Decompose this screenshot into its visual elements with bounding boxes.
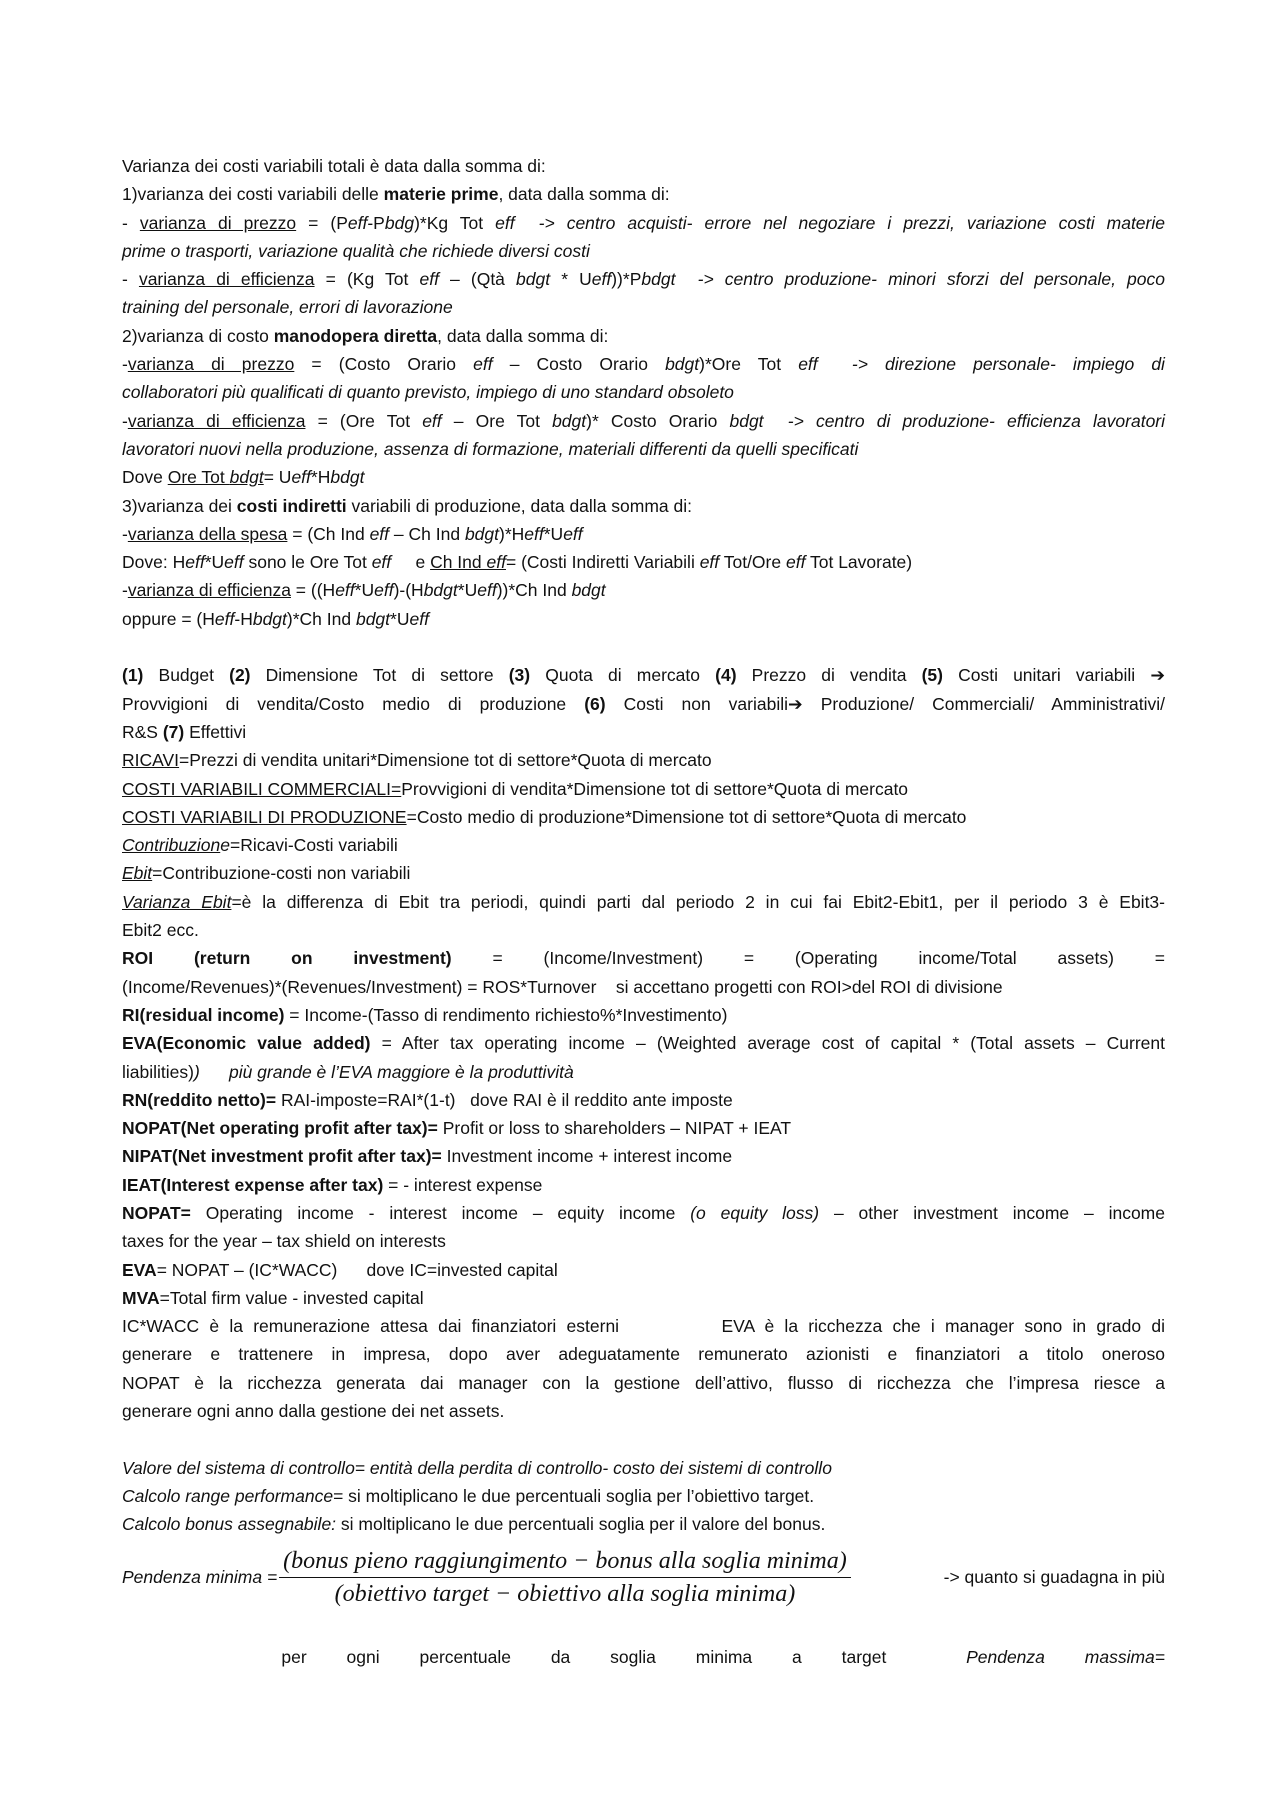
doc-line: IEAT(Interest expense after tax) = - interest expense <box>122 1174 543 1195</box>
doc-line: Provvigioni di vendita/Costo medio di produzione (6) Costi non variabili➔ Produzione/ Commerciali/ Amministrativi/ <box>122 693 1165 714</box>
doc-line: taxes for the year – tax shield on interests <box>122 1231 446 1252</box>
doc-line: -varianza di prezzo = (Costo Orario eff – Costo Orario bdgt)*Ore Tot eff -> direzione personale- impiego di <box>122 354 1165 375</box>
doc-line: 1)varianza dei costi variabili delle materie prime, data dalla somma di: <box>122 184 670 205</box>
doc-line: oppure = (Heff-Hbdgt)*Ch Ind bdgt*Ueff <box>122 608 429 629</box>
doc-line: Dove Ore Tot bdgt= Ueff*Hbdgt <box>122 467 365 488</box>
doc-line: EVA(Economic value added) = After tax operating income – (Weighted average cost of capital * (Total assets – Current <box>122 1033 1165 1054</box>
doc-line: COSTI VARIABILI DI PRODUZIONE=Costo medio di produzione*Dimensione tot di settore*Quota di mercato <box>122 806 967 827</box>
doc-line: -varianza di efficienza = (Ore Tot eff – Ore Tot bdgt)* Costo Orario bdgt -> centro di produzione- efficienza lavoratori <box>122 410 1166 431</box>
doc-line: -varianza di efficienza = ((Heff*Ueff)-(Hbdgt*Ueff))*Ch Ind bdgt <box>122 580 606 601</box>
doc-line: MVA=Total firm value - invested capital <box>122 1287 424 1308</box>
document-page <box>122 152 1165 1699</box>
doc-line: generare e trattenere in impresa, dopo aver adeguatamente remunerato azionisti e finanziatori a titolo oneroso <box>122 1344 1165 1365</box>
doc-line: COSTI VARIABILI COMMERCIALI=Provvigioni di vendita*Dimensione tot di settore*Quota di mercato <box>122 778 909 799</box>
doc-line: - varianza di prezzo = (Peff-Pbdg)*Kg Tot eff -> centro acquisti- errore nel negoziare i prezzi, variazione costi materie <box>122 212 1165 233</box>
doc-line: RICAVI=Prezzi di vendita unitari*Dimensione tot di settore*Quota di mercato <box>122 750 712 771</box>
doc-line: 3)varianza dei costi indiretti variabili di produzione, data dalla somma di: <box>122 495 692 516</box>
doc-line: prime o trasporti, variazione qualità che richiede diversi costi <box>122 240 590 261</box>
paragraph-gap <box>122 633 1165 661</box>
formula-label: Pendenza minima = <box>122 1567 278 1588</box>
fraction-denominator: (obiettivo target − obiettivo alla soglia minima) <box>334 1581 796 1608</box>
paragraph-gap <box>122 1425 1165 1453</box>
fraction-numerator: (bonus pieno raggiungimento − bonus alla soglia minima) <box>279 1545 851 1578</box>
doc-line: -varianza della spesa = (Ch Ind eff – Ch Ind bdgt)*Heff*Ueff <box>122 523 583 544</box>
doc-line: Valore del sistema di controllo= entità della perdita di controllo- costo dei sistemi di controllo <box>122 1457 832 1478</box>
doc-line: NOPAT= Operating income - interest income – equity income (o equity loss) – other investment income – income <box>122 1202 1165 1223</box>
doc-line: Ebit2 ecc. <box>122 920 199 941</box>
doc-line: collaboratori più qualificati di quanto previsto, impiego di uno standard obsoleto <box>122 382 734 403</box>
doc-line: RI(residual income) = Income-(Tasso di rendimento richiesto%*Investimento) <box>122 1004 728 1025</box>
doc-line: (Income/Revenues)*(Revenues/Investment) = ROS*Turnover si accettano progetti con ROI>del ROI di divisione <box>122 976 1003 997</box>
doc-line: Ebit=Contribuzione-costi non variabili <box>122 863 411 884</box>
doc-line: (1) Budget (2) Dimensione Tot di settore (3) Quota di mercato (4) Prezzo di vendita (5) Costi unitari variabili ➔ <box>122 665 1165 686</box>
pendenza-minima-formula <box>122 1541 1165 1615</box>
doc-line: NIPAT(Net investment profit after tax)= Investment income + interest income <box>122 1146 733 1167</box>
doc-line: NOPAT(Net operating profit after tax)= Profit or loss to shareholders – NIPAT + IEAT <box>122 1118 792 1139</box>
doc-line: generare ogni anno dalla gestione dei net assets. <box>122 1401 505 1422</box>
doc-line: Calcolo range performance= si moltiplicano le due percentuali soglia per l’obiettivo target. <box>122 1485 815 1506</box>
doc-line: lavoratori nuovi nella produzione, assenza di formazione, materiali differenti da quelli specificati <box>122 438 859 459</box>
doc-line: R&S (7) Effettivi <box>122 721 247 742</box>
doc-line: - varianza di efficienza = (Kg Tot eff – (Qtà bdgt * Ueff))*Pbdgt -> centro produzione- minori sforzi del personale, poco <box>122 269 1165 290</box>
doc-line: IC*WACC è la remunerazione attesa dai finanziatori esterni EVA è la ricchezza che i manager sono in grado di <box>122 1316 1165 1337</box>
fraction <box>279 1545 851 1610</box>
doc-line: Varianza dei costi variabili totali è data dalla somma di: <box>122 156 546 176</box>
doc-line: Calcolo bonus assegnabile: si moltiplicano le due percentuali soglia per il valore del bonus. <box>122 1514 826 1535</box>
doc-line: Varianza Ebit=è la differenza di Ebit tra periodi, quindi parti dal periodo 2 in cui fai Ebit2-Ebit1, per il periodo 3 è Ebit3- <box>122 891 1165 912</box>
doc-line: ROI (return on investment) = (Income/Investment) = (Operating income/Total assets) = <box>122 948 1165 969</box>
doc-line: Contribuzione=Ricavi-Costi variabili <box>122 835 398 856</box>
formula-note: -> quanto si guadagna in più <box>943 1567 1165 1588</box>
doc-line: 2)varianza di costo manodopera diretta, data dalla somma di: <box>122 325 609 346</box>
doc-line: RN(reddito netto)= RAI-imposte=RAI*(1-t) dove RAI è il reddito ante imposte <box>122 1089 733 1110</box>
doc-line: NOPAT è la ricchezza generata dai manager con la gestione dell’attivo, flusso di ricchezza che l’impresa riesce a <box>122 1372 1165 1393</box>
doc-line: training del personale, errori di lavorazione <box>122 297 453 318</box>
doc-line: per ogni percentuale da soglia minima a target Pendenza massima= <box>281 1646 1165 1667</box>
doc-line: liabilities)) più grande è l’EVA maggiore è la produttività <box>122 1061 574 1082</box>
doc-line: Dove: Heff*Ueff sono le Ore Tot eff e Ch Ind eff= (Costi Indiretti Variabili eff Tot/Ore eff Tot Lavorate) <box>122 552 913 573</box>
doc-line: EVA= NOPAT – (IC*WACC) dove IC=invested capital <box>122 1259 558 1280</box>
